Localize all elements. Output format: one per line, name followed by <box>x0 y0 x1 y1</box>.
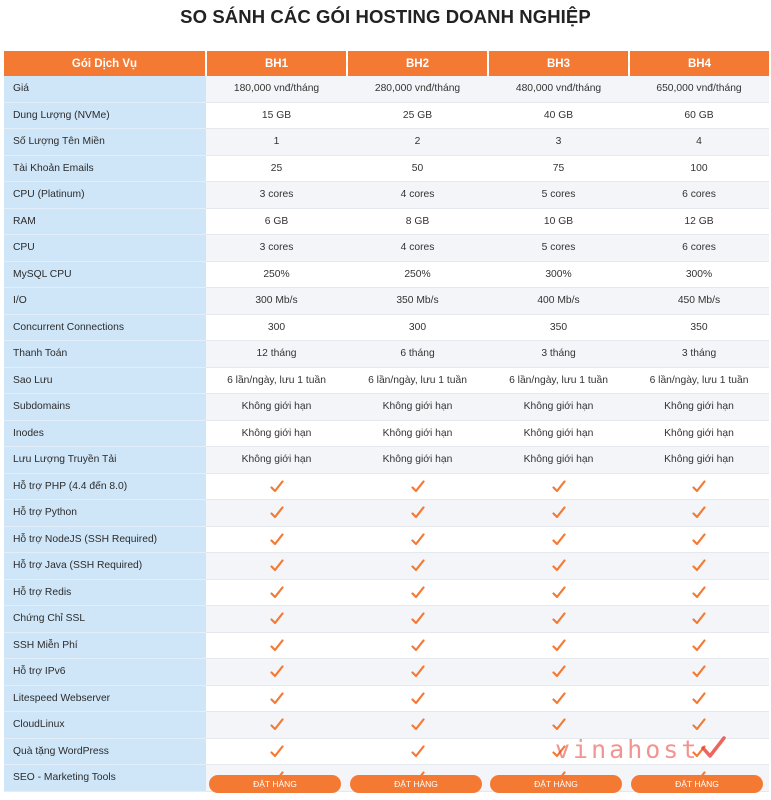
row-label: Hỗ trợ Java (SSH Required) <box>4 553 206 580</box>
table-row <box>4 685 769 712</box>
cell-value: 300 <box>347 314 488 341</box>
logo-check-icon <box>700 735 726 761</box>
cell-value: 350 Mb/s <box>347 288 488 315</box>
cell-value: Không giới hạn <box>206 420 347 447</box>
check-icon <box>629 606 769 633</box>
table-row <box>4 155 769 182</box>
cell-value: 60 GB <box>629 102 769 129</box>
row-label: Subdomains <box>4 394 206 421</box>
check-icon <box>629 553 769 580</box>
check-icon <box>488 553 629 580</box>
check-icon <box>347 473 488 500</box>
table-row <box>4 314 769 341</box>
check-icon <box>629 579 769 606</box>
check-icon <box>488 579 629 606</box>
cell-value: 300% <box>488 261 629 288</box>
check-icon <box>206 473 347 500</box>
cell-value: 2 <box>347 129 488 156</box>
check-icon <box>488 473 629 500</box>
cell-value: 650,000 vnđ/tháng <box>629 76 769 102</box>
check-icon <box>206 685 347 712</box>
page-title: SO SÁNH CÁC GÓI HOSTING DOANH NGHIỆP <box>180 6 591 27</box>
row-label: Tài Khoản Emails <box>4 155 206 182</box>
comparison-table <box>4 51 769 792</box>
table-row <box>4 420 769 447</box>
cell-value: Không giới hạn <box>488 447 629 474</box>
cell-value: 3 cores <box>206 182 347 209</box>
cell-value: Không giới hạn <box>206 394 347 421</box>
check-icon <box>347 526 488 553</box>
cell-value: 40 GB <box>488 102 629 129</box>
cell-value: 6 lần/ngày, lưu 1 tuần <box>629 367 769 394</box>
row-label: Số Lượng Tên Miền <box>4 129 206 156</box>
table-row <box>4 102 769 129</box>
cell-value: 12 tháng <box>206 341 347 368</box>
check-icon <box>206 632 347 659</box>
cell-value: 4 cores <box>347 182 488 209</box>
cell-value: 3 tháng <box>488 341 629 368</box>
row-label: MySQL CPU <box>4 261 206 288</box>
cell-value: 300 <box>206 314 347 341</box>
cell-value: 400 Mb/s <box>488 288 629 315</box>
cell-value: Không giới hạn <box>347 447 488 474</box>
order-button-bh2[interactable]: ĐẶT HÀNG <box>350 775 482 793</box>
row-label: I/O <box>4 288 206 315</box>
table-row <box>4 606 769 633</box>
header-bh2: BH2 <box>347 51 488 76</box>
table-row <box>4 473 769 500</box>
cell-value: Không giới hạn <box>629 447 769 474</box>
cell-value: 480,000 vnđ/tháng <box>488 76 629 102</box>
row-label: Lưu Lượng Truyền Tải <box>4 447 206 474</box>
cell-value: 1 <box>206 129 347 156</box>
row-label: Quà tặng WordPress <box>4 738 206 765</box>
cell-value: 3 tháng <box>629 341 769 368</box>
table-row <box>4 447 769 474</box>
order-button-bh3[interactable]: ĐẶT HÀNG <box>490 775 622 793</box>
table-row <box>4 553 769 580</box>
row-label: SEO - Marketing Tools <box>4 765 206 792</box>
table-row <box>4 129 769 156</box>
table-row <box>4 182 769 209</box>
table-row <box>4 632 769 659</box>
check-icon <box>629 473 769 500</box>
check-icon <box>347 553 488 580</box>
order-buttons-row <box>0 775 771 795</box>
cell-value: 3 cores <box>206 235 347 262</box>
check-icon <box>206 579 347 606</box>
table-row <box>4 659 769 686</box>
check-icon <box>206 500 347 527</box>
row-label: Hỗ trợ Redis <box>4 579 206 606</box>
row-label: Hỗ trợ Python <box>4 500 206 527</box>
cell-value: 15 GB <box>206 102 347 129</box>
row-label: Hỗ trợ PHP (4.4 đến 8.0) <box>4 473 206 500</box>
cell-value: 350 <box>629 314 769 341</box>
check-icon <box>629 526 769 553</box>
check-icon <box>488 606 629 633</box>
cell-value: 5 cores <box>488 235 629 262</box>
cell-value: 3 <box>488 129 629 156</box>
order-button-bh4[interactable]: ĐẶT HÀNG <box>631 775 763 793</box>
cell-value: Không giới hạn <box>629 394 769 421</box>
table-row <box>4 288 769 315</box>
cell-value: 280,000 vnđ/tháng <box>347 76 488 102</box>
header-bh3: BH3 <box>488 51 629 76</box>
cell-value: 300 Mb/s <box>206 288 347 315</box>
logo-text: vinahost <box>555 735 700 764</box>
cell-value: Không giới hạn <box>629 420 769 447</box>
row-label: Concurrent Connections <box>4 314 206 341</box>
cell-value: 6 cores <box>629 235 769 262</box>
check-icon <box>629 500 769 527</box>
check-icon <box>206 606 347 633</box>
row-label: SSH Miễn Phí <box>4 632 206 659</box>
row-label: Hỗ trợ IPv6 <box>4 659 206 686</box>
cell-value: Không giới hạn <box>488 394 629 421</box>
cell-value: 8 GB <box>347 208 488 235</box>
check-icon <box>206 738 347 765</box>
check-icon <box>347 659 488 686</box>
cell-value: 6 lần/ngày, lưu 1 tuần <box>347 367 488 394</box>
check-icon <box>347 738 488 765</box>
check-icon <box>206 553 347 580</box>
table-row <box>4 367 769 394</box>
row-label: CPU (Platinum) <box>4 182 206 209</box>
check-icon <box>488 685 629 712</box>
vinahost-logo <box>555 735 726 775</box>
check-icon <box>206 659 347 686</box>
table-row <box>4 500 769 527</box>
check-icon <box>629 685 769 712</box>
cell-value: 75 <box>488 155 629 182</box>
check-icon <box>347 579 488 606</box>
cell-value: 250% <box>347 261 488 288</box>
table-row <box>4 208 769 235</box>
header-bh1: BH1 <box>206 51 347 76</box>
table-row <box>4 579 769 606</box>
check-icon <box>206 526 347 553</box>
header-service: Gói Dịch Vụ <box>4 51 206 76</box>
check-icon <box>488 526 629 553</box>
cell-value: 6 tháng <box>347 341 488 368</box>
check-icon <box>347 712 488 739</box>
check-icon <box>488 500 629 527</box>
check-icon <box>347 632 488 659</box>
cell-value: 180,000 vnđ/tháng <box>206 76 347 102</box>
cell-value: 6 lần/ngày, lưu 1 tuần <box>206 367 347 394</box>
cell-value: 6 GB <box>206 208 347 235</box>
cell-value: 250% <box>206 261 347 288</box>
order-button-bh1[interactable]: ĐẶT HÀNG <box>209 775 341 793</box>
check-icon <box>206 712 347 739</box>
check-icon <box>629 632 769 659</box>
cell-value: 10 GB <box>488 208 629 235</box>
header-bh4: BH4 <box>629 51 769 76</box>
cell-value: Không giới hạn <box>347 420 488 447</box>
row-label: CPU <box>4 235 206 262</box>
row-label: Hỗ trợ NodeJS (SSH Required) <box>4 526 206 553</box>
row-label: Inodes <box>4 420 206 447</box>
cell-value: 12 GB <box>629 208 769 235</box>
row-label: Chứng Chỉ SSL <box>4 606 206 633</box>
cell-value: 450 Mb/s <box>629 288 769 315</box>
check-icon <box>347 685 488 712</box>
table-row <box>4 235 769 262</box>
cell-value: 6 cores <box>629 182 769 209</box>
cell-value: 50 <box>347 155 488 182</box>
check-icon <box>347 606 488 633</box>
cell-value: 25 GB <box>347 102 488 129</box>
cell-value: 6 lần/ngày, lưu 1 tuần <box>488 367 629 394</box>
check-icon <box>488 632 629 659</box>
table-row <box>4 76 769 102</box>
cell-value: 100 <box>629 155 769 182</box>
row-label: Litespeed Webserver <box>4 685 206 712</box>
cell-value: 4 cores <box>347 235 488 262</box>
row-label: Thanh Toán <box>4 341 206 368</box>
cell-value: Không giới hạn <box>488 420 629 447</box>
table-header-row <box>4 51 769 76</box>
row-label: CloudLinux <box>4 712 206 739</box>
check-icon <box>488 659 629 686</box>
cell-value: Không giới hạn <box>206 447 347 474</box>
cell-value: Không giới hạn <box>347 394 488 421</box>
table-row <box>4 394 769 421</box>
table-row <box>4 341 769 368</box>
row-label: RAM <box>4 208 206 235</box>
table-row <box>4 526 769 553</box>
cell-value: 4 <box>629 129 769 156</box>
check-icon <box>347 500 488 527</box>
row-label: Sao Lưu <box>4 367 206 394</box>
cell-value: 5 cores <box>488 182 629 209</box>
table-row <box>4 261 769 288</box>
cell-value: 300% <box>629 261 769 288</box>
cell-value: 25 <box>206 155 347 182</box>
row-label: Giá <box>4 76 206 102</box>
check-icon <box>629 659 769 686</box>
cell-value: 350 <box>488 314 629 341</box>
row-label: Dung Lượng (NVMe) <box>4 102 206 129</box>
